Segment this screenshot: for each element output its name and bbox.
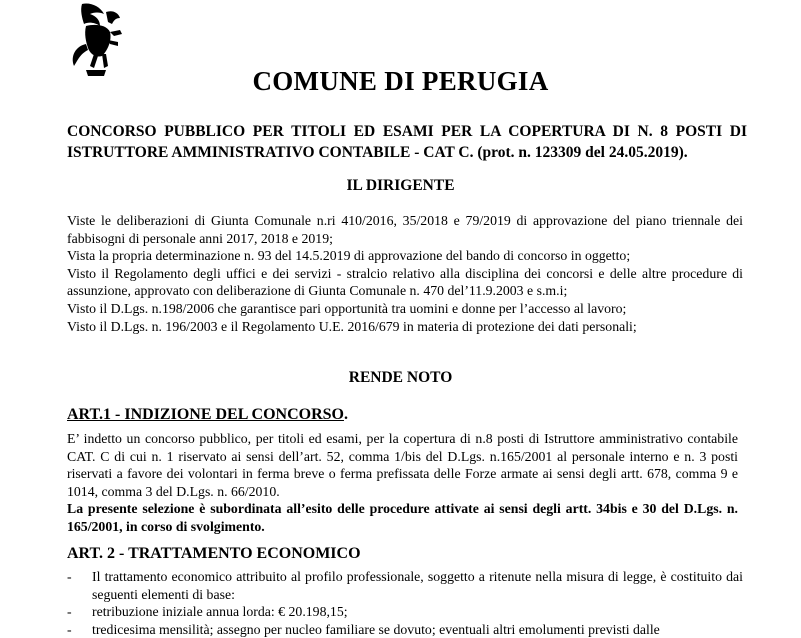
bullet-dash: -	[67, 604, 72, 620]
section-heading-dirigente: IL DIRIGENTE	[346, 177, 455, 194]
article-1-body	[67, 430, 738, 536]
list-item: - tredicesima mensilità; assegno per nucleo familiare se dovuto; eventuali altri emolumenti previsti dalle	[67, 621, 660, 637]
premise-paragraph: Viste le deliberazioni di Giunta Comunale n.ri 410/2016, 35/2018 e 79/2019 di approvazione del piano triennale dei fabbisogni di personale anni 2017, 2018 e 2019;	[67, 213, 743, 246]
article-1-title: ART.1 - INDIZIONE DEL CONCORSO	[67, 406, 344, 423]
premise-paragraph: Visto il D.Lgs. n.198/2006 che garantisce pari opportunità tra uomini e donne per l’accesso al lavoro;	[67, 300, 627, 316]
bullet-dash: -	[67, 621, 72, 637]
page-title: COMUNE DI PERUGIA	[252, 66, 549, 96]
document-subtitle: CONCORSO PUBBLICO PER TITOLI ED ESAMI PER LA COPERTURA DI N. 8 POSTI DI ISTRUTTORE AMMINISTRATIVO CONTABILE - CAT C. (prot. n. 123309 del 24.05.2019).	[67, 123, 747, 161]
article-2-heading: ART. 2 - TRATTAMENTO ECONOMICO	[67, 545, 361, 562]
list-item: - retribuzione iniziale annua lorda: € 20.198,15;	[67, 604, 348, 620]
article-1-paragraph: E’ indetto un concorso pubblico, per titoli ed esami, per la copertura di n.8 posti di Istruttore amministrativo contabile CAT. C di cui n. 1 riservato ai sensi dell’art. 52, comma 1/bis del D.Lgs. n.165/2001 al personale interno e n. 3 posti riservati a favore dei volontari in ferma breve o ferma prefissata delle Forze armate ai sensi degli artt. 678, comma 9 e 1014, comma 3 del D.Lgs. n. 66/2010.	[67, 431, 738, 499]
premise-paragraph: Visto il D.Lgs. n. 196/2003 e il Regolamento U.E. 2016/679 in materia di protezione dei dati personali;	[67, 318, 637, 334]
premises-block	[67, 212, 743, 335]
premise-paragraph: Visto il Regolamento degli uffici e dei servizi - stralcio relativo alla disciplina dei concorsi e delle altre procedure di assunzione, approvato con deliberazione di Giunta Comunale n. 470 del’11.9.2003 e s.m.i;	[67, 265, 743, 299]
article-1-title-suffix: .	[343, 406, 348, 423]
premise-paragraph: Vista la propria determinazione n. 93 del 14.5.2019 di approvazione del bando di concorso in oggetto;	[67, 248, 631, 264]
article-2-list	[67, 568, 743, 638]
list-item: - Il trattamento economico attribuito al profilo professionale, soggetto a ritenute nella misura di legge, è costituito dai seguenti elementi di base:	[67, 569, 743, 602]
article-1-bold-note: La presente selezione è subordinata all’esito delle procedure attivate ai sensi degli artt. 34bis e 30 del D.Lgs. n. 165/2001, in corso di svolgimento.	[67, 501, 738, 534]
section-heading-rende-noto: RENDE NOTO	[348, 369, 453, 386]
bullet-dash: -	[67, 569, 72, 584]
article-1-heading	[67, 406, 348, 424]
